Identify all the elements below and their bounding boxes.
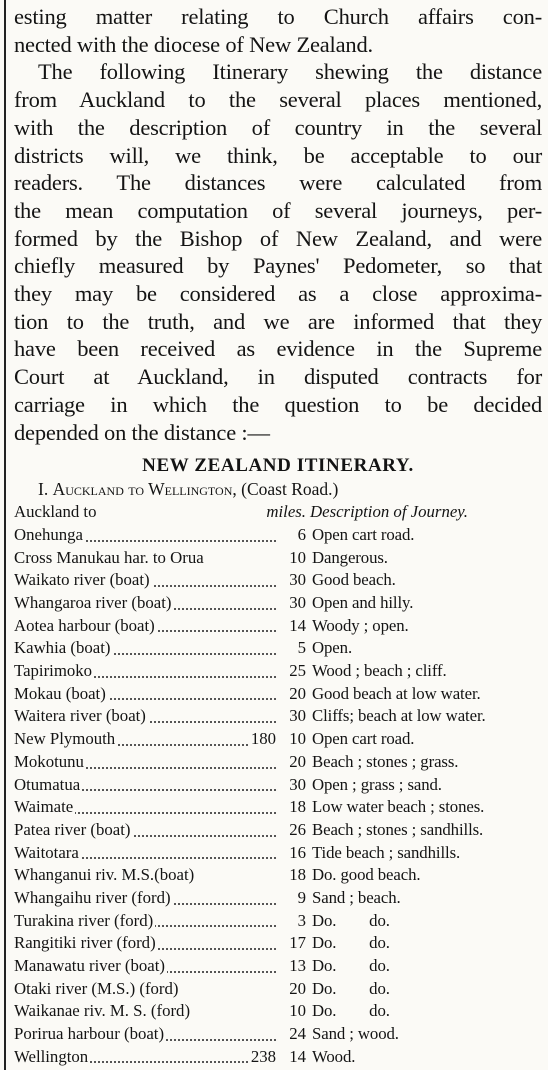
place-name: Waikanae riv. M. S. (ford) [14,1001,191,1021]
route-number: I. [38,479,49,500]
row-description: Do. do. [312,910,390,930]
row-place [14,796,276,819]
row-description: Low water beach ; stones. [312,797,485,817]
cumulative-miles: 238 [249,1046,276,1069]
place-name: Aotea harbour (boat) [14,615,155,635]
row-place [14,524,276,547]
place-name: Turakina river (ford) [14,910,154,930]
header-description: Description of Journey. [310,502,468,522]
row-description: Do. good beach. [312,865,421,885]
row-miles: 16 [289,842,306,862]
row-miles: 6 [297,524,306,544]
row-miles: 18 [289,797,306,817]
text-line: carriage in which the question to be decided [14,391,542,417]
place-name: Waimate [14,797,74,817]
text-line: formed by the Bishop of New Zealand, and were [14,225,542,251]
route-subheading [14,478,542,500]
text-line: have been received as evidence in the Supreme [14,336,542,362]
row-place [14,774,276,797]
row-description: Open cart road. [312,524,415,544]
table-row [14,751,542,774]
table-row [14,774,542,797]
place-name: Patea river (boat) [14,819,131,839]
row-description: Open ; grass ; sand. [312,774,442,794]
row-miles: 30 [289,774,306,794]
place-name: Wellington [14,1046,89,1066]
text-line: districts will, we think, be acceptable to our [14,142,542,168]
row-miles: 25 [289,661,306,681]
place-name: Rangitiki river (ford) [14,933,156,953]
row-miles: 3 [297,910,306,930]
row-place [14,569,276,592]
place-name: Otumatua [14,774,81,794]
text-line: esting matter relating to Church affairs con- [14,4,542,29]
table-row [14,1000,542,1023]
row-place [14,819,276,842]
row-description: Cliffs; beach at low water. [312,706,486,726]
row-place [14,592,276,615]
table-row [14,955,542,978]
table-row [14,569,542,592]
row-miles: 26 [289,819,306,839]
place-name: Waikato river (boat) [14,570,150,590]
table-row [14,796,542,819]
document-page [14,0,542,1068]
text-line: the mean computation of several journeys, per- [14,197,542,223]
row-miles: 20 [289,683,306,703]
table-row [14,592,542,615]
route-note: (Coast Road.) [241,479,339,500]
row-miles: 17 [289,933,306,953]
row-miles: 10 [289,729,306,749]
table-row [14,864,542,887]
row-description: Dangerous. [312,547,388,567]
row-miles: 13 [289,956,306,975]
place-name: Kawhia (boat) [14,638,111,658]
row-miles: 24 [289,1024,306,1044]
table-row [14,842,542,865]
table-row [14,910,542,933]
itinerary-heading: NEW ZEALAND ITINERARY. [142,455,414,477]
row-description: Wood. [312,1046,356,1066]
row-place [14,1000,276,1023]
paragraph-continued [14,3,542,58]
row-description: Good beach. [312,570,396,590]
row-description: Open and hilly. [312,593,414,612]
row-description: Do. do. [312,1001,390,1021]
cumulative-miles: 180 [249,728,276,751]
row-place [14,547,276,570]
table-row [14,1023,542,1046]
place-name: Waitotara [14,842,79,862]
row-description: Sand ; beach. [312,887,401,907]
row-miles: 20 [289,751,306,771]
column-rule [4,0,6,1070]
row-place [14,615,276,638]
row-place [14,705,276,728]
row-description: Beach ; stones ; sandhills. [312,819,484,839]
row-place [14,955,276,978]
row-description: Open. [312,638,353,658]
table-row [14,660,542,683]
text-line: from Auckland to the several places mentioned, [14,87,542,113]
paragraph-intro [14,58,542,446]
row-description: Good beach at low water. [312,683,481,703]
header-miles: miles. [266,502,306,522]
row-place [14,842,276,865]
row-miles: 18 [289,865,306,885]
row-place [14,887,276,910]
text-line: with the description of country in the several [14,114,542,140]
row-description: Sand ; wood. [312,1024,399,1044]
table-row [14,705,542,728]
header-place: Auckland to [14,502,97,522]
row-miles: 10 [289,1001,306,1021]
row-description: Do. do. [312,933,390,953]
text-line: Court at Auckland, in disputed contracts for [14,364,542,390]
row-miles: 30 [289,570,306,590]
place-name: New Plymouth [14,729,116,749]
row-place [14,864,276,887]
table-row [14,728,542,751]
place-name: Whangaihu river (ford) [14,887,171,907]
table-header-row [14,501,542,524]
row-description: Open cart road. [312,729,415,749]
row-place [14,637,276,660]
row-place [14,751,276,774]
table-row [14,932,542,955]
table-row [14,887,542,910]
row-description: Do. do. [312,978,390,998]
table-row [14,524,542,547]
itinerary-table [14,501,542,1068]
place-name: Mokau (boat) [14,683,106,703]
table-row [14,547,542,570]
row-place [14,683,276,706]
row-place [14,1046,276,1069]
text-line: they may be considered as a close approxima- [14,281,542,307]
table-row [14,683,542,706]
row-miles: 10 [289,547,306,567]
row-miles: 30 [289,593,306,612]
row-miles: 14 [289,1046,306,1066]
row-miles: 14 [289,615,306,635]
row-place [14,978,276,1001]
row-miles: 30 [289,706,306,726]
route-name: Auckland to Wellington, [52,479,237,500]
table-row [14,1046,542,1069]
place-name: Whangaroa river (boat) [14,593,172,612]
table-row [14,637,542,660]
place-name: Tapirimoko [14,661,93,681]
table-row [14,819,542,842]
row-description: Woody ; open. [312,615,409,635]
row-place [14,910,276,933]
table-row [14,615,542,638]
place-name: Waitera river (boat) [14,706,146,726]
row-miles: 5 [297,638,306,658]
place-name: Whanganui riv. M.S.(boat) [14,865,195,885]
row-description: Do. do. [312,956,390,975]
row-miles: 20 [289,978,306,998]
text-line: chiefly measured by Paynes' Pedometer, so that [14,253,542,279]
place-name: Porirua harbour (boat) [14,1024,165,1044]
row-place [14,1023,276,1046]
place-name: Cross Manukau har. to Orua [14,547,204,567]
row-miles: 9 [297,887,306,907]
row-description: Beach ; stones ; grass. [312,751,459,771]
table-body [14,524,542,1069]
text-line: depended on the distance :— [14,419,270,445]
place-name: Onehunga [14,524,83,544]
text-line: tion to the truth, and we are informed that they [14,308,542,334]
place-name: Manawatu river (boat) [14,956,165,975]
row-description: Wood ; beach ; cliff. [312,661,447,681]
place-name: Otaki river (M.S.) (ford) [14,978,179,998]
table-row [14,978,542,1001]
row-place [14,932,276,955]
row-place [14,728,276,751]
text-line: The following Itinerary shewing the distance [38,59,542,85]
text-line: readers. The distances were calculated from [14,170,542,196]
row-description: Tide beach ; sandhills. [312,842,461,862]
row-place [14,660,276,683]
place-name: Mokotunu [14,751,84,771]
text-line: nected with the diocese of New Zealand. [14,31,373,57]
